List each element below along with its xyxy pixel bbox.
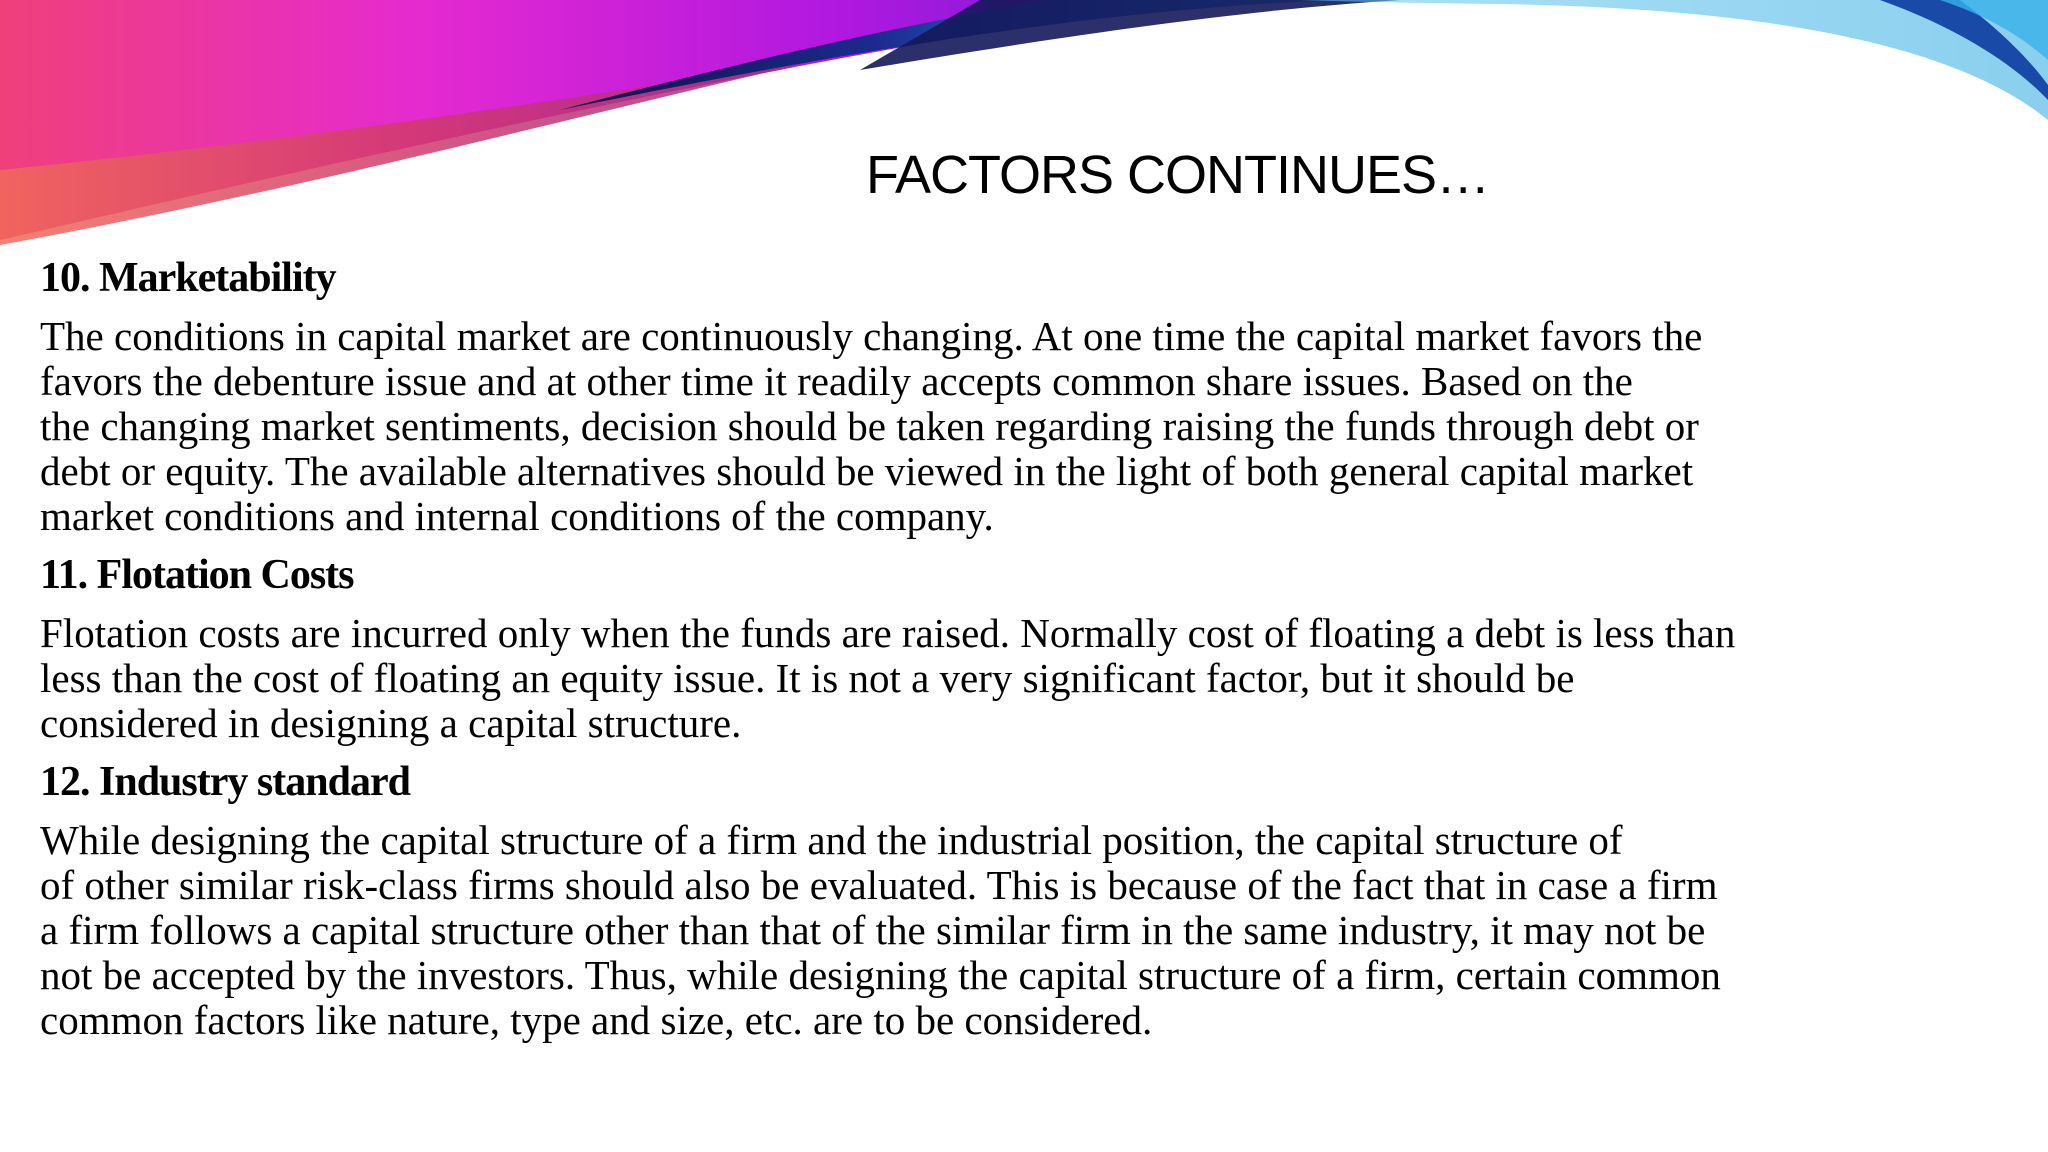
paragraph-line: market conditions and internal conditions of the company.: [40, 493, 994, 539]
section-paragraph: [40, 611, 2015, 746]
paragraph-line: not be accepted by the investors. Thus, while designing the capital structure of a firm, certain common: [40, 952, 1721, 998]
slide-body: [40, 248, 2015, 1049]
section-heading: 12. Industry standard: [40, 759, 410, 805]
section-industry-standard: [40, 752, 2015, 1043]
paragraph-line: favors the debenture issue and at other time it readily accepts common share issues. Based on the: [40, 358, 1633, 404]
paragraph-line: less than the cost of floating an equity issue. It is not a very significant factor, but it should be: [40, 655, 1575, 701]
paragraph-line: of other similar risk-class firms should also be evaluated. This is because of the fact that in case a firm: [40, 862, 1718, 908]
section-marketability: [40, 248, 2015, 539]
paragraph-line: the changing market sentiments, decision should be taken regarding raising the funds through debt or: [40, 403, 1699, 449]
paragraph-line: The conditions in capital market are continuously changing. At one time the capital market favors the: [40, 313, 1703, 359]
slide-title: FACTORS CONTINUES…: [866, 145, 1490, 205]
paragraph-line: considered in designing a capital structure.: [40, 700, 742, 746]
section-paragraph: [40, 818, 2015, 1043]
paragraph-line: Flotation costs are incurred only when the funds are raised. Normally cost of floating a debt is less than: [40, 610, 1736, 656]
paragraph-line: common factors like nature, type and size, etc. are to be considered.: [40, 997, 1153, 1043]
paragraph-line: While designing the capital structure of a firm and the industrial position, the capital structure of: [40, 817, 1623, 863]
paragraph-line: a firm follows a capital structure other than that of the similar firm in the same industry, it may not be: [40, 907, 1706, 953]
section-paragraph: [40, 314, 2015, 539]
paragraph-line: debt or equity. The available alternatives should be viewed in the light of both general capital market: [40, 448, 1694, 494]
decorative-swoosh-banner: [0, 0, 2048, 260]
section-heading: 11. Flotation Costs: [40, 552, 354, 598]
section-heading: 10. Marketability: [40, 255, 336, 301]
section-flotation-costs: [40, 545, 2015, 746]
